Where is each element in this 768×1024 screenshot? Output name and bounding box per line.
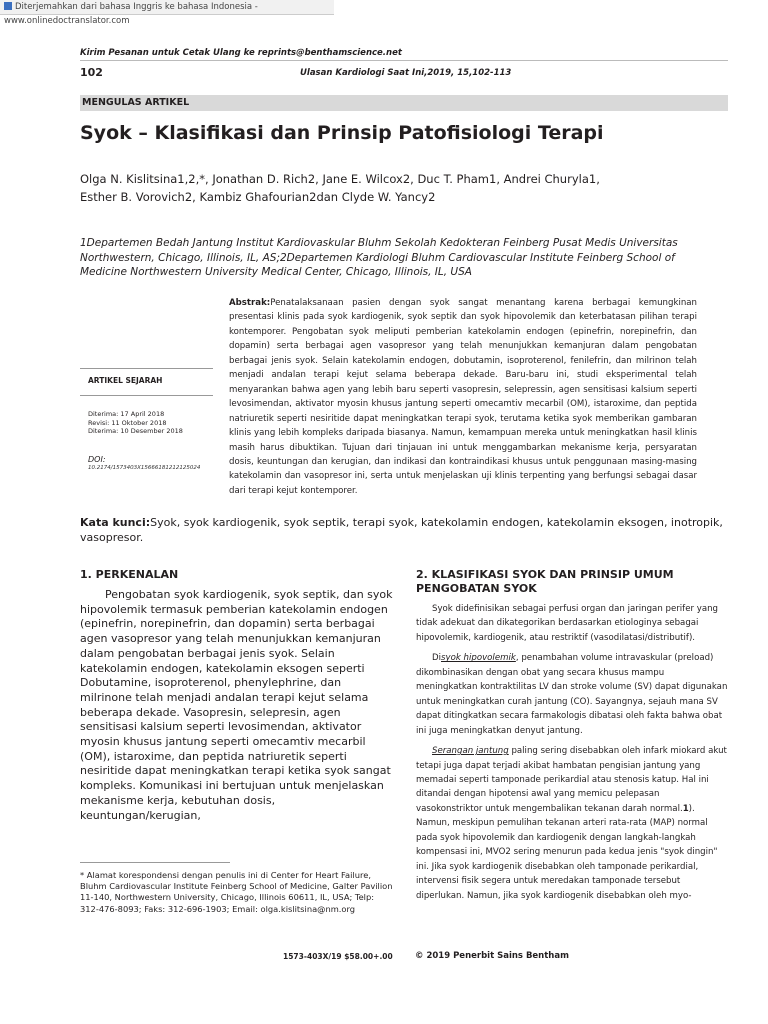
heart-attack-term[interactable]: Serangan jantung (432, 746, 509, 757)
section-1-heading: 1. PERKENALAN (80, 568, 179, 581)
section-2-paragraph-2 (416, 651, 728, 738)
article-title: Syok – Klasifikasi dan Prinsip Patofisiologi Terapi (80, 122, 604, 144)
history-divider-top (80, 368, 213, 369)
section-2-paragraph-1: Syok didefinisikan sebagai perfusi organ dan jaringan perifer yang tidak adekuat dan dikategorikan berdasarkan etiologinya sebagai hipovolemik, kardiogenik, atau restriktif (vasodilatasi/distributif). (416, 604, 718, 643)
keywords-label: Kata kunci: (80, 516, 151, 529)
accepted-date: Diterima: 10 Desember 2018 (88, 427, 183, 435)
section-2-heading: 2. KLASIFIKASI SYOK DAN PRINSIP UMUM PENGOBATAN SYOK (416, 568, 674, 595)
abstract (229, 296, 697, 498)
abstract-label: Abstrak: (229, 298, 271, 308)
affiliations: 1Departemen Bedah Jantung Institut Kardiovaskular Bluhm Sekolah Kedokteran Feinberg Pusat Medis Universitas Northwestern, Chicago, Illinois, IL, AS;2Departemen Kardiologi Bluhm Cardiovascular Institute Feinberg School of Medicine Northwestern University Medical Center, Chicago, Illinois, IL, USA (80, 237, 678, 278)
abstract-text: Penatalaksanaan pasien dengan syok sangat menantang karena berbagai kemungkinan presentasi klinis pada syok kardiogenik, syok septik dan syok hipovolemik dan keterbatasan pilihan terapi kontemporer. Pengobatan syok meliputi pemberian katekolamin endogen (epinefrin, norepinefrin, dan dopamin) serta berbagai agen vasopresor yang telah menunjukkan kemanjuran dalam pengobatan berbagai jenis syok. Selain katekolamin endogen, dobutamin, isoproterenol, fenilefrin, dan milrinon telah menjadi andalan terapi kejut selama beberapa dekade. Baru-baru ini, studi eksperimental telah menyarankan bahwa agen yang lebih baru seperti vasopresin, selepressin, agen sensitisasi kalsium seperti levosimendan, aktivator myosin khusus jantung seperti omecamtiv mecarbil (OM), istaroxime, dan peptida natriuretik seperti nesiritide dapat meningkatkan terapi syok, terutama ketika syok memberikan gambaran klinis yang lebih kompleks daripada biasanya. Namun, kemampuan mereka untuk meningkatkan hasil klinis masih harus dibuktikan. Tujuan dari tinjauan ini untuk menggambarkan mekanisme kerja, persyaratan dosis, keuntungan dan kerugian, dan indikasi dan kontraindikasi khusus untuk penggunaan masing-masing katekolamin dan vasopresor ini, serta untuk menjelaskan uji klinis terpenting yang berfungsi sebagai dasar dari terapi kejut kontemporer. (229, 298, 697, 496)
translator-bar[interactable] (0, 0, 334, 26)
issn-price: 1573-403X/19 $58.00+.00 (283, 952, 393, 961)
para3-rest: ). Namun, meskipun pemulihan tekanan arteri rata-rata (MAP) normal pada syok hipovolemik dan kardiogenik dengan langkah-langkah kompensasi ini, MVO2 sering menurun pada kedua jenis "syok dingin" ini. Jika syok kardiogenik disebabkan oleh tamponade perikardial, intervensi fisik segera untuk meredakan tamponade tersebut diperlukan. Namun, jika syok kardiogenik disebabkan oleh myo- (416, 803, 718, 901)
doi-label: DOI: (88, 455, 106, 464)
history-dates (88, 410, 183, 436)
doi-link[interactable]: 10.2174/1573403X15666181212125024 (88, 465, 201, 471)
copyright-publisher: © 2019 Penerbit Sains Bentham (415, 951, 569, 961)
author-list (80, 170, 740, 206)
revised-date: Revisi: 11 Oktober 2018 (88, 418, 167, 427)
correspondence-footnote: * Alamat korespondensi dengan penulis ini di Center for Heart Failure, Bluhm Cardiovascular Institute Feinberg School of Medicine, Galter Pavilion 11-140, Northwestern University, Chicago, Illinois 60611, IL, USA; Telp: 312-476-8093; Faks: 312-696-1903; Email: olga.kislitsina@nm.org (80, 870, 393, 914)
section-2-paragraph-3 (416, 744, 728, 903)
translator-bar-text[interactable]: Diterjemahkan dari bahasa Inggris ke bahasa Indonesia - www.onlinedoctranslator.com (4, 2, 258, 26)
section-1-paragraph: Pengobatan syok kardiogenik, syok septik, dan syok hipovolemik termasuk pemberian katekolamin endogen (epinefrin, norepinefrin, dan dopamin) serta berbagai agen vasopresor yang telah menunjukkan kemanjuran dalam pengobatan berbagai jenis syok. Selain katekolamin endogen, katekolamin eksogen seperti Dobutamine, isoproterenol, phenylephrine, dan milrinone telah menjadi andalan terapi kejut selama beberapa dekade. Vasopresin, selepresin, agen sensitisasi kalsium seperti levosimendan, aktivator myosin khusus jantung seperti omecamtiv mecarbil (OM), istaroxime, dan peptida natriuretik seperti nesiritide dapat meningkatkan terapi ketika syok sangat kompleks. Komunikasi ini bertujuan untuk menjelaskan mekanisme kerja, kebutuhan dosis, keuntungan/kerugian, (80, 588, 393, 822)
reprint-notice: Kirim Pesanan untuk Cetak Ulang ke reprints@benthamscience.net (80, 48, 728, 61)
left-column (80, 568, 395, 823)
para2-prefix: Di (432, 653, 442, 664)
author-line-1: Olga N. Kislitsina1,2,*, Jonathan D. Rich2, Jane E. Wilcox2, Duc T. Pham1, Andrei Churyla1, (80, 172, 600, 186)
section-label: MENGULAS ARTIKEL (82, 97, 190, 108)
para3-text: paling sering disebabkan oleh infark miokard akut tetapi juga dapat terjadi akibat hambatan pengisian jantung yang memadai seperti tamponade perikardial atau stenosis katup. Hal ini ditandai dengan hipotensi awal yang memicu pelepasan vasokonstriktor untuk mengembalikan tekanan darah normal. (416, 746, 727, 814)
reference-1[interactable]: 1 (682, 803, 689, 814)
para2-text: , penambahan volume intravaskular (preload) dikombinasikan dengan obat yang secara khusus mampu meningkatkan kontraktilitas LV dan stroke volume (SV) dapat digunakan untuk meningkatkan curah jantung (CO). Sayangnya, sejauh mana SV dapat ditingkatkan secara farmakologis dibatasi oleh fakta bahwa obat ini juga meningkatkan denyut jantung. (416, 653, 728, 736)
keywords (80, 515, 730, 545)
keywords-text: Syok, syok kardiogenik, syok septik, terapi syok, katekolamin endogen, katekolamin eksogen, inotropik, vasopresor. (80, 516, 723, 544)
right-column (416, 568, 728, 909)
translator-logo-icon (4, 2, 12, 10)
author-line-2: Esther B. Vorovich2, Kambiz Ghafourian2dan Clyde W. Yancy2 (80, 190, 436, 204)
journal-reference: Ulasan Kardiologi Saat Ini,2019, 15,102-113 (300, 68, 512, 78)
footnote-divider (80, 862, 230, 863)
history-title: ARTIKEL SEJARAH (88, 376, 163, 385)
page-number: 102 (80, 66, 103, 79)
hypovolemic-shock-term[interactable]: syok hipovolemik (441, 653, 516, 664)
received-date: Diterima: 17 April 2018 (88, 410, 165, 418)
history-divider-bottom (80, 395, 213, 396)
